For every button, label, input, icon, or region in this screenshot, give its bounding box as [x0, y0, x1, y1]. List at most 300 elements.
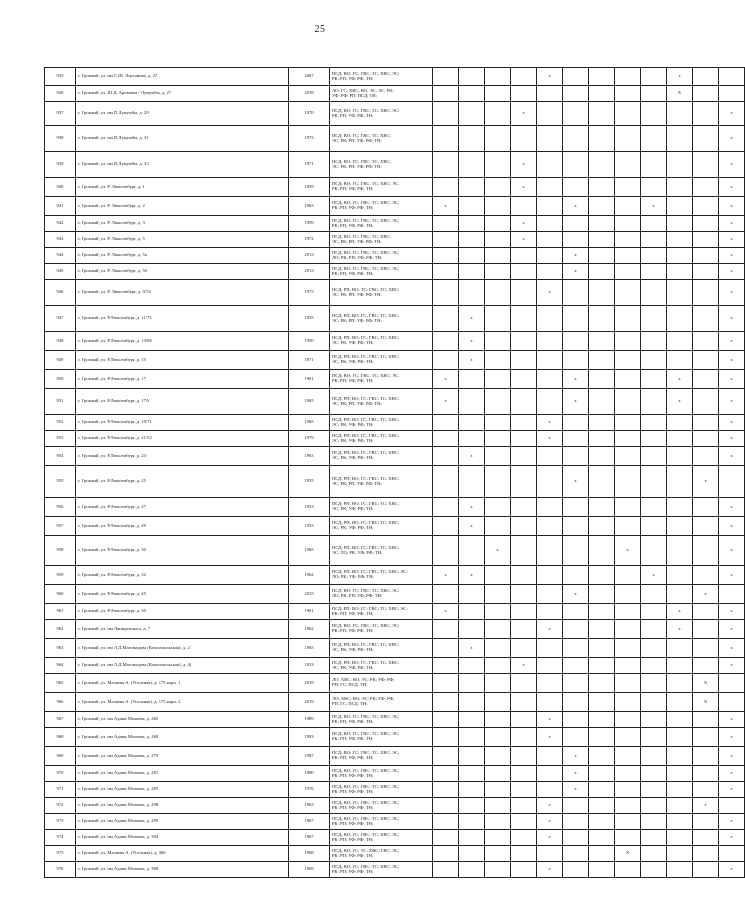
work-type-mark-cell — [667, 814, 693, 830]
systems-cell — [330, 862, 433, 878]
systems-list: ПСД; ВО; ГС; ГВС; ТС; ХВС; ЭС; РК; РП; УФ; РФ; ТН; — [332, 799, 400, 810]
work-type-mark-cell — [433, 658, 459, 674]
work-type-mark-cell — [641, 658, 667, 674]
systems-list: ПСД; ВО; ГС; ГВС; ТС; ХВС; ЭС; РК; РП; УФ; РФ; ТН; — [332, 107, 400, 118]
work-type-mark-cell: x — [537, 798, 563, 814]
work-type-mark-cell — [511, 306, 537, 332]
work-type-mark-cell — [537, 447, 563, 466]
work-type-mark-cell — [667, 658, 693, 674]
work-type-mark-cell — [589, 693, 615, 712]
work-type-mark-cell — [589, 766, 615, 782]
work-type-mark-cell — [433, 431, 459, 447]
table-row — [45, 306, 745, 332]
systems-list: ПСД; ВО; ГС; ГВС; ТС; ХВС; ЭС; ЛО; РК; РП; УФ; РФ; ТН; — [332, 588, 400, 598]
work-type-mark-cell — [641, 152, 667, 178]
work-type-mark-cell — [459, 102, 485, 126]
work-type-mark-cell — [641, 798, 667, 814]
work-type-mark-cell — [485, 585, 511, 604]
address-cell: г. Грозный, ул. Р.Люксембург, д. 15 — [76, 351, 289, 370]
work-type-mark-cell — [693, 332, 719, 351]
work-type-mark-cell — [537, 517, 563, 536]
work-type-mark-cell — [693, 415, 719, 431]
work-type-mark-cell — [485, 693, 511, 712]
systems-list: ПСД; ВО; ГС; ГВС; ТС; ХВС; ЭС; РК; РП; УФ; РФ; ТН; — [332, 217, 400, 228]
work-type-mark-cell — [719, 68, 745, 86]
work-type-mark-cell: x — [537, 712, 563, 728]
work-type-mark-cell — [589, 566, 615, 585]
systems-cell — [330, 658, 433, 674]
table-row — [45, 102, 745, 126]
work-type-mark-cell — [511, 712, 537, 728]
year-cell: 1953 — [289, 517, 330, 536]
table-row — [45, 498, 745, 517]
work-type-mark-cell — [641, 498, 667, 517]
systems-list: ЛО; ХВС; ВО; ЭС; РК; УФ; РФ; РП; ГС; ПСД; ТН; — [332, 677, 395, 687]
work-type-mark-cell: x — [719, 232, 745, 248]
work-type-mark-cell — [615, 585, 641, 604]
table-row — [45, 846, 745, 862]
work-type-mark-cell — [511, 814, 537, 830]
address-cell: г. Грозный, ул. им Адама Малаева, д. 265 — [76, 712, 289, 728]
work-type-mark-cell — [641, 604, 667, 620]
work-type-mark-cell: x — [693, 585, 719, 604]
work-type-mark-cell — [511, 536, 537, 566]
work-type-mark-cell — [433, 798, 459, 814]
work-type-mark-cell — [667, 712, 693, 728]
row-number: 951 — [45, 389, 76, 415]
year-cell: 1975 — [289, 280, 330, 306]
work-type-mark-cell — [641, 712, 667, 728]
table-row — [45, 126, 745, 152]
work-type-mark-cell — [615, 814, 641, 830]
table-row — [45, 674, 745, 693]
work-type-mark-cell — [693, 370, 719, 389]
work-type-mark-cell — [641, 466, 667, 498]
work-type-mark-cell — [511, 498, 537, 517]
housing-registry-table — [44, 67, 745, 878]
address-cell: г. Грозный, ул. Р.Люксембург, д. 17 — [76, 370, 289, 389]
work-type-mark-cell — [641, 747, 667, 766]
work-type-mark-cell — [641, 86, 667, 102]
work-type-mark-cell: x — [719, 620, 745, 639]
work-type-mark-cell — [641, 248, 667, 264]
year-cell: 2013 — [289, 248, 330, 264]
work-type-mark-cell — [667, 264, 693, 280]
work-type-mark-cell — [485, 498, 511, 517]
systems-cell — [330, 370, 433, 389]
address-cell: г. Грозный, ул. Р.Люксембург, д. 25 — [76, 466, 289, 498]
address-cell: г. Грозный, ул. им Адама Малаева, д. 285 — [76, 782, 289, 798]
work-type-mark-cell — [485, 197, 511, 216]
work-type-mark-cell — [641, 126, 667, 152]
work-type-mark-cell — [615, 232, 641, 248]
table-row — [45, 604, 745, 620]
work-type-mark-cell — [667, 232, 693, 248]
work-type-mark-cell: x — [719, 370, 745, 389]
work-type-mark-cell — [433, 639, 459, 658]
table-row — [45, 712, 745, 728]
year-cell: 1967 — [289, 814, 330, 830]
table-row — [45, 248, 745, 264]
row-number: 945 — [45, 264, 76, 280]
work-type-mark-cell — [433, 830, 459, 846]
work-type-mark-cell — [537, 846, 563, 862]
work-type-mark-cell — [433, 248, 459, 264]
row-number: 961 — [45, 604, 76, 620]
work-type-mark-cell: X — [667, 86, 693, 102]
work-type-mark-cell — [667, 152, 693, 178]
work-type-mark-cell — [511, 389, 537, 415]
work-type-mark-cell — [563, 280, 589, 306]
work-type-mark-cell — [433, 351, 459, 370]
row-number: 960 — [45, 585, 76, 604]
table-row — [45, 536, 745, 566]
systems-cell — [330, 604, 433, 620]
systems-list: ПСД; РП; ВО; ГС; ГВС; ТС; ХВС; ЭС; ЛО; РК; УФ; РФ; ТН; — [332, 569, 408, 579]
work-type-mark-cell — [641, 674, 667, 693]
work-type-mark-cell — [485, 604, 511, 620]
systems-list: ПСД; ВО; ГС; ГВС; ТС; ХВС; ЭС; РК; РП; УФ; РФ; ТН; — [332, 623, 400, 633]
work-type-mark-cell — [485, 712, 511, 728]
year-cell: 1961 — [289, 604, 330, 620]
work-type-mark-cell — [589, 216, 615, 232]
work-type-mark-cell — [693, 766, 719, 782]
work-type-mark-cell — [615, 178, 641, 197]
work-type-mark-cell — [693, 68, 719, 86]
work-type-mark-cell — [589, 862, 615, 878]
work-type-mark-cell — [615, 126, 641, 152]
work-type-mark-cell: x — [511, 658, 537, 674]
table-row — [45, 86, 745, 102]
work-type-mark-cell — [589, 232, 615, 248]
year-cell: 1963 — [289, 447, 330, 466]
systems-list: ПСД; РП; ВО; ГС; ГВС; ТС; ХВС; ЭС; РК; УФ; РФ; ТН; — [332, 520, 400, 530]
work-type-mark-cell: x — [719, 102, 745, 126]
systems-list: ПСД; РП; ВО; ГС; ГВС; ТС; ХВС; ЭС; РК; УФ; РФ; ТН; — [332, 501, 400, 511]
work-type-mark-cell: x — [719, 782, 745, 798]
work-type-mark-cell: x — [563, 197, 589, 216]
work-type-mark-cell — [693, 447, 719, 466]
table-row — [45, 332, 745, 351]
systems-list: ПСД; ВО; ГС; ГВС; ТС; ХВС; ЭС; РК; РП; УФ; РФ; ТН; — [332, 181, 400, 191]
work-type-mark-cell — [511, 280, 537, 306]
systems-cell — [330, 747, 433, 766]
work-type-mark-cell — [641, 814, 667, 830]
work-type-mark-cell: x — [667, 68, 693, 86]
address-cell: г. Грозный, ул. Р.Люксембург, д. 50 — [76, 604, 289, 620]
work-type-mark-cell — [511, 846, 537, 862]
work-type-mark-cell — [433, 232, 459, 248]
address-cell: г. Грозный, ул. Малаева А. (Угольная), д. 306 — [76, 846, 289, 862]
address-cell: г. Грозный, ул. Р.Люксембург, д. 23 — [76, 447, 289, 466]
work-type-mark-cell — [537, 332, 563, 351]
work-type-mark-cell — [589, 814, 615, 830]
work-type-mark-cell — [433, 264, 459, 280]
work-type-mark-cell — [485, 566, 511, 585]
systems-list: ПСД; ВО; ГС; ГВС; ТС; ХВС; ЭС; РК; РП; УФ; РФ; ТН; — [332, 233, 391, 244]
work-type-mark-cell — [693, 536, 719, 566]
table-row — [45, 447, 745, 466]
table-row — [45, 197, 745, 216]
systems-cell — [330, 798, 433, 814]
work-type-mark-cell — [433, 178, 459, 197]
work-type-mark-cell — [589, 620, 615, 639]
work-type-mark-cell — [433, 814, 459, 830]
work-type-mark-cell — [641, 536, 667, 566]
work-type-mark-cell: x — [433, 389, 459, 415]
work-type-mark-cell — [563, 178, 589, 197]
work-type-mark-cell — [485, 306, 511, 332]
work-type-mark-cell: x — [667, 620, 693, 639]
address-cell: г. Грозный, ул. им Адама Малаева, д. 308 — [76, 862, 289, 878]
systems-cell — [330, 693, 433, 712]
row-number: 939 — [45, 152, 76, 178]
work-type-mark-cell — [589, 782, 615, 798]
work-type-mark-cell — [589, 830, 615, 846]
work-type-mark-cell — [563, 351, 589, 370]
work-type-mark-cell — [563, 216, 589, 232]
work-type-mark-cell — [615, 766, 641, 782]
work-type-mark-cell — [433, 126, 459, 152]
work-type-mark-cell: x — [537, 728, 563, 747]
work-type-mark-cell: x — [719, 830, 745, 846]
work-type-mark-cell — [693, 658, 719, 674]
work-type-mark-cell — [615, 674, 641, 693]
systems-cell — [330, 585, 433, 604]
work-type-mark-cell: x — [719, 389, 745, 415]
systems-list: ПСД; ВО; ГС; ГВС; ТС; ХВС; ЭС; РК; РП; УФ; РФ; ТН; — [332, 863, 400, 874]
work-type-mark-cell — [485, 351, 511, 370]
systems-list: ПСД; РП; ВО; ГС; ГВС; ТС; ХВС; ЭС; РК; УФ; РФ; ТН; — [332, 432, 400, 443]
work-type-mark-cell — [615, 248, 641, 264]
work-type-mark-cell — [589, 466, 615, 498]
work-type-mark-cell — [511, 332, 537, 351]
work-type-mark-cell: x — [693, 798, 719, 814]
work-type-mark-cell — [433, 216, 459, 232]
work-type-mark-cell — [693, 517, 719, 536]
table-row — [45, 68, 745, 86]
work-type-mark-cell — [459, 728, 485, 747]
work-type-mark-cell — [589, 197, 615, 216]
work-type-mark-cell — [563, 798, 589, 814]
work-type-mark-cell: x — [537, 830, 563, 846]
work-type-mark-cell — [589, 370, 615, 389]
address-cell: г. Грозный, ул. им Адама Малаева, д. 269 — [76, 728, 289, 747]
work-type-mark-cell: x — [563, 248, 589, 264]
year-cell: 1959 — [289, 178, 330, 197]
systems-list: ПСД; ВО; ГС; ГВС; ТС; ХВС; ЭС; ЛО; РК; РП; УФ; РФ; ТН; — [332, 249, 400, 260]
address-cell: г. Грозный, ул. Р. Люксембург, д. 5б — [76, 264, 289, 280]
work-type-mark-cell — [641, 280, 667, 306]
work-type-mark-cell — [485, 232, 511, 248]
year-cell: 1965 — [289, 639, 330, 658]
systems-list: ПСД; ВО; ГС; ГВС; ТС; ХВС; ЭС; РК; РП; УФ; РФ; ТН; — [332, 132, 391, 143]
work-type-mark-cell: x — [719, 306, 745, 332]
work-type-mark-cell — [693, 232, 719, 248]
work-type-mark-cell — [693, 830, 719, 846]
work-type-mark-cell — [433, 517, 459, 536]
work-type-mark-cell — [667, 197, 693, 216]
work-type-mark-cell — [693, 197, 719, 216]
row-number: 966 — [45, 693, 76, 712]
work-type-mark-cell — [459, 658, 485, 674]
work-type-mark-cell — [433, 862, 459, 878]
work-type-mark-cell — [433, 86, 459, 102]
table-row — [45, 585, 745, 604]
work-type-mark-cell — [589, 674, 615, 693]
row-number: 958 — [45, 536, 76, 566]
work-type-mark-cell — [537, 152, 563, 178]
work-type-mark-cell — [641, 178, 667, 197]
work-type-mark-cell — [563, 447, 589, 466]
work-type-mark-cell — [459, 389, 485, 415]
address-cell: г. Грозный, ул. Малаева А. (Угольная), д. 175 корп. 2 — [76, 693, 289, 712]
work-type-mark-cell: x — [459, 306, 485, 332]
work-type-mark-cell: x — [667, 604, 693, 620]
work-type-mark-cell — [693, 152, 719, 178]
year-cell: 1965 — [289, 536, 330, 566]
work-type-mark-cell: x — [719, 332, 745, 351]
work-type-mark-cell — [589, 248, 615, 264]
systems-cell — [330, 332, 433, 351]
work-type-mark-cell — [459, 747, 485, 766]
work-type-mark-cell — [693, 306, 719, 332]
work-type-mark-cell — [615, 370, 641, 389]
work-type-mark-cell — [641, 728, 667, 747]
work-type-mark-cell — [667, 517, 693, 536]
work-type-mark-cell — [693, 620, 719, 639]
work-type-mark-cell — [615, 152, 641, 178]
work-type-mark-cell — [511, 415, 537, 431]
work-type-mark-cell — [537, 693, 563, 712]
work-type-mark-cell — [589, 389, 615, 415]
row-number: 968 — [45, 728, 76, 747]
work-type-mark-cell — [667, 216, 693, 232]
table-row — [45, 830, 745, 846]
work-type-mark-cell — [667, 466, 693, 498]
work-type-mark-cell — [459, 620, 485, 639]
work-type-mark-cell — [615, 306, 641, 332]
row-number: 957 — [45, 517, 76, 536]
systems-cell — [330, 782, 433, 798]
work-type-mark-cell — [537, 178, 563, 197]
work-type-mark-cell: x — [511, 216, 537, 232]
table-row — [45, 566, 745, 585]
work-type-mark-cell — [719, 466, 745, 498]
work-type-mark-cell — [563, 68, 589, 86]
work-type-mark-cell — [433, 766, 459, 782]
work-type-mark-cell — [641, 306, 667, 332]
row-number: 955 — [45, 466, 76, 498]
systems-cell — [330, 536, 433, 566]
year-cell: 2015 — [289, 585, 330, 604]
address-cell: г. Грозный, ул. им Адама Малаева, д. 279 — [76, 747, 289, 766]
work-type-mark-cell — [511, 126, 537, 152]
work-type-mark-cell — [511, 585, 537, 604]
year-cell: 1953 — [289, 658, 330, 674]
work-type-mark-cell: x — [719, 862, 745, 878]
table-row — [45, 351, 745, 370]
year-cell: 2019 — [289, 693, 330, 712]
work-type-mark-cell — [667, 351, 693, 370]
table-row — [45, 862, 745, 878]
work-type-mark-cell — [459, 415, 485, 431]
address-cell: г. Грозный, ул. Р. Люксембург, д. 9/74 — [76, 280, 289, 306]
work-type-mark-cell — [615, 782, 641, 798]
systems-cell — [330, 232, 433, 248]
year-cell: 1959 — [289, 216, 330, 232]
work-type-mark-cell: x — [667, 370, 693, 389]
work-type-mark-cell: x — [641, 197, 667, 216]
work-type-mark-cell — [537, 216, 563, 232]
work-type-mark-cell — [537, 126, 563, 152]
work-type-mark-cell — [641, 216, 667, 232]
work-type-mark-cell — [667, 102, 693, 126]
year-cell: 1955 — [289, 306, 330, 332]
work-type-mark-cell — [459, 766, 485, 782]
work-type-mark-cell — [615, 517, 641, 536]
table-row — [45, 389, 745, 415]
work-type-mark-cell: x — [459, 498, 485, 517]
table-row — [45, 264, 745, 280]
work-type-mark-cell — [433, 620, 459, 639]
work-type-mark-cell — [459, 152, 485, 178]
work-type-mark-cell: X — [693, 674, 719, 693]
table-row — [45, 814, 745, 830]
work-type-mark-cell — [641, 766, 667, 782]
work-type-mark-cell — [485, 86, 511, 102]
work-type-mark-cell — [537, 498, 563, 517]
work-type-mark-cell: x — [537, 620, 563, 639]
work-type-mark-cell: x — [433, 566, 459, 585]
work-type-mark-cell — [433, 498, 459, 517]
address-cell: г. Грозный, ул. Р.Люксембург, д. 19/71 — [76, 415, 289, 431]
work-type-mark-cell — [459, 178, 485, 197]
work-type-mark-cell — [485, 766, 511, 782]
work-type-mark-cell — [589, 178, 615, 197]
work-type-mark-cell: x — [719, 498, 745, 517]
work-type-mark-cell: x — [719, 197, 745, 216]
work-type-mark-cell: x — [719, 639, 745, 658]
work-type-mark-cell — [459, 693, 485, 712]
work-type-mark-cell — [589, 280, 615, 306]
year-cell: 1965 — [289, 389, 330, 415]
work-type-mark-cell — [641, 351, 667, 370]
address-cell: г. Грозный, ул. Р.Люксембург, д. 21/52 — [76, 431, 289, 447]
systems-list: ПСД; РП; ВО; ГС; ГВС; ТС; ХВС; ЭС; РК; РП; УФ; РФ; ТН; — [332, 475, 400, 486]
work-type-mark-cell — [433, 712, 459, 728]
work-type-mark-cell — [693, 216, 719, 232]
work-type-mark-cell: x — [433, 197, 459, 216]
work-type-mark-cell — [563, 693, 589, 712]
work-type-mark-cell — [719, 798, 745, 814]
table-row — [45, 747, 745, 766]
work-type-mark-cell — [693, 431, 719, 447]
work-type-mark-cell — [485, 674, 511, 693]
work-type-mark-cell — [641, 68, 667, 86]
address-cell: г. Грозный, ул. Р. Люксембург, д. 2 — [76, 197, 289, 216]
address-cell: г. Грозный, ул. им С.Ш. Лорсанова, д. 27 — [76, 68, 289, 86]
year-cell: 1971 — [289, 152, 330, 178]
year-cell: 1979 — [289, 431, 330, 447]
row-number: 975 — [45, 846, 76, 862]
table-row — [45, 216, 745, 232]
work-type-mark-cell — [459, 585, 485, 604]
work-type-mark-cell — [485, 389, 511, 415]
work-type-mark-cell — [563, 814, 589, 830]
row-number: 963 — [45, 639, 76, 658]
work-type-mark-cell — [511, 431, 537, 447]
